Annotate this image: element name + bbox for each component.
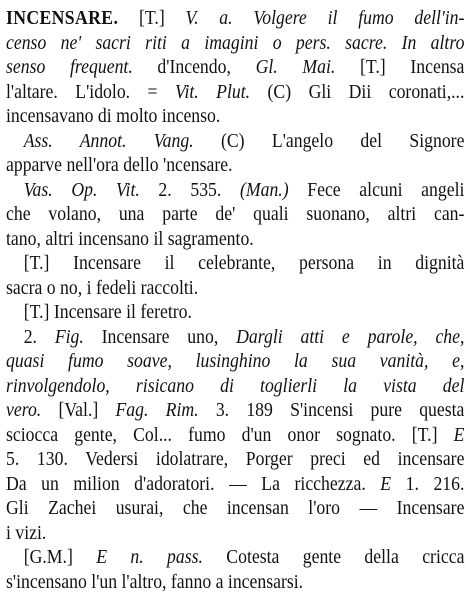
text-run: (C) Gli Dii coronati,...: [250, 81, 464, 103]
italic-text: E n. pass.: [96, 546, 203, 568]
italic-text: vero.: [6, 399, 41, 421]
entry-line: [6, 227, 464, 252]
entry-line: [6, 251, 464, 276]
entry-line: [6, 153, 464, 178]
text-run: Da un milion d'adoratori. — La ricchezza.: [6, 473, 380, 495]
italic-text: Dargli atti e parole, che,: [236, 326, 464, 348]
text-run: [G.M.]: [24, 546, 97, 568]
italic-text: E: [454, 424, 465, 446]
text-run: 3. 189 S'incensi pure questa: [199, 399, 465, 421]
entry-line: [6, 202, 464, 227]
entry-line: [6, 55, 464, 80]
text-run: sciocca gente, Col... fumo d'un onor sognato. [T.]: [6, 424, 454, 446]
text-run: [T.] Incensa: [335, 56, 464, 78]
italic-text: senso frequent.: [6, 56, 133, 78]
entry-line: [6, 521, 464, 546]
text-run: sacra o no, i fedeli raccolti.: [6, 277, 198, 299]
text-run: (C) L'angelo del Signore: [194, 130, 465, 152]
italic-text: Gl. Mai.: [256, 56, 336, 78]
entry-line: [6, 178, 464, 203]
italic-text: censo ne' sacri riti a imagini o pers. sacre. In altro: [6, 32, 464, 54]
entry-line: [6, 472, 464, 497]
entry-line: [6, 6, 464, 31]
entry-line: [6, 496, 464, 521]
entry-line: [6, 349, 464, 374]
italic-text: rinvolgendolo, risicano di toglierli la vista del: [6, 375, 464, 397]
entry-line: [6, 129, 464, 154]
entry-line: [6, 570, 464, 594]
text-run: 1. 216.: [391, 473, 464, 495]
italic-text: Vit. Plut.: [175, 81, 250, 103]
entry-line: [6, 447, 464, 472]
entry-line: [6, 325, 464, 350]
text-run: 5. 130. Vedersi idolatrare, Porger preci ed incensare: [6, 448, 464, 470]
text-run: Gli Zachei usurai, che incensan l'oro — Incensare: [6, 497, 464, 519]
text-run: Cotesta gente della cricca: [203, 546, 464, 568]
entry-line: [6, 31, 464, 56]
text-run: l'altare. L'idolo. =: [6, 81, 175, 103]
italic-text: Ass. Annot. Vang.: [24, 130, 194, 152]
text-run: s'incensano l'un l'altro, fanno a incensarsi.: [6, 571, 303, 593]
italic-text: E: [380, 473, 391, 495]
text-run: 2. 535.: [140, 179, 240, 201]
text-run: [T.] Incensare il celebrante, persona in dignità: [24, 252, 465, 274]
dictionary-entry: [6, 6, 465, 594]
text-run: d'Incendo,: [133, 56, 256, 78]
text-run: [Val.]: [41, 399, 115, 421]
text-run: [T.] Incensare il feretro.: [24, 301, 192, 323]
text-run: incensavano di molto incenso.: [6, 105, 220, 127]
text-run: Fece alcuni angeli: [289, 179, 465, 201]
entry-line: [6, 276, 464, 301]
text-run: [T.]: [118, 7, 185, 29]
text-run: apparve nell'ora dello 'ncensare.: [6, 154, 233, 176]
entry-line: [6, 545, 464, 570]
headword: INCENSARE.: [6, 7, 118, 29]
text-run: i vizi.: [6, 522, 46, 544]
text-run: tano, altri incensano il sagramento.: [6, 228, 254, 250]
italic-text: V. a. Volgere il fumo dell'in-: [186, 7, 465, 29]
text-run: 2.: [24, 326, 55, 348]
italic-text: Fig.: [55, 326, 84, 348]
italic-text: (Man.): [240, 179, 289, 201]
italic-text: Fag. Rim.: [115, 399, 198, 421]
entry-line: [6, 104, 464, 129]
italic-text: quasi fumo soave, lusinghino la sua vanità, e,: [6, 350, 464, 372]
entry-line: [6, 423, 464, 448]
text-run: che volano, una parte de' quali suonano, altri can-: [6, 203, 464, 225]
entry-line: [6, 374, 464, 399]
text-run: Incensare uno,: [84, 326, 236, 348]
entry-line: [6, 300, 464, 325]
italic-text: Vas. Op. Vit.: [24, 179, 140, 201]
entry-line: [6, 80, 464, 105]
entry-line: [6, 398, 464, 423]
